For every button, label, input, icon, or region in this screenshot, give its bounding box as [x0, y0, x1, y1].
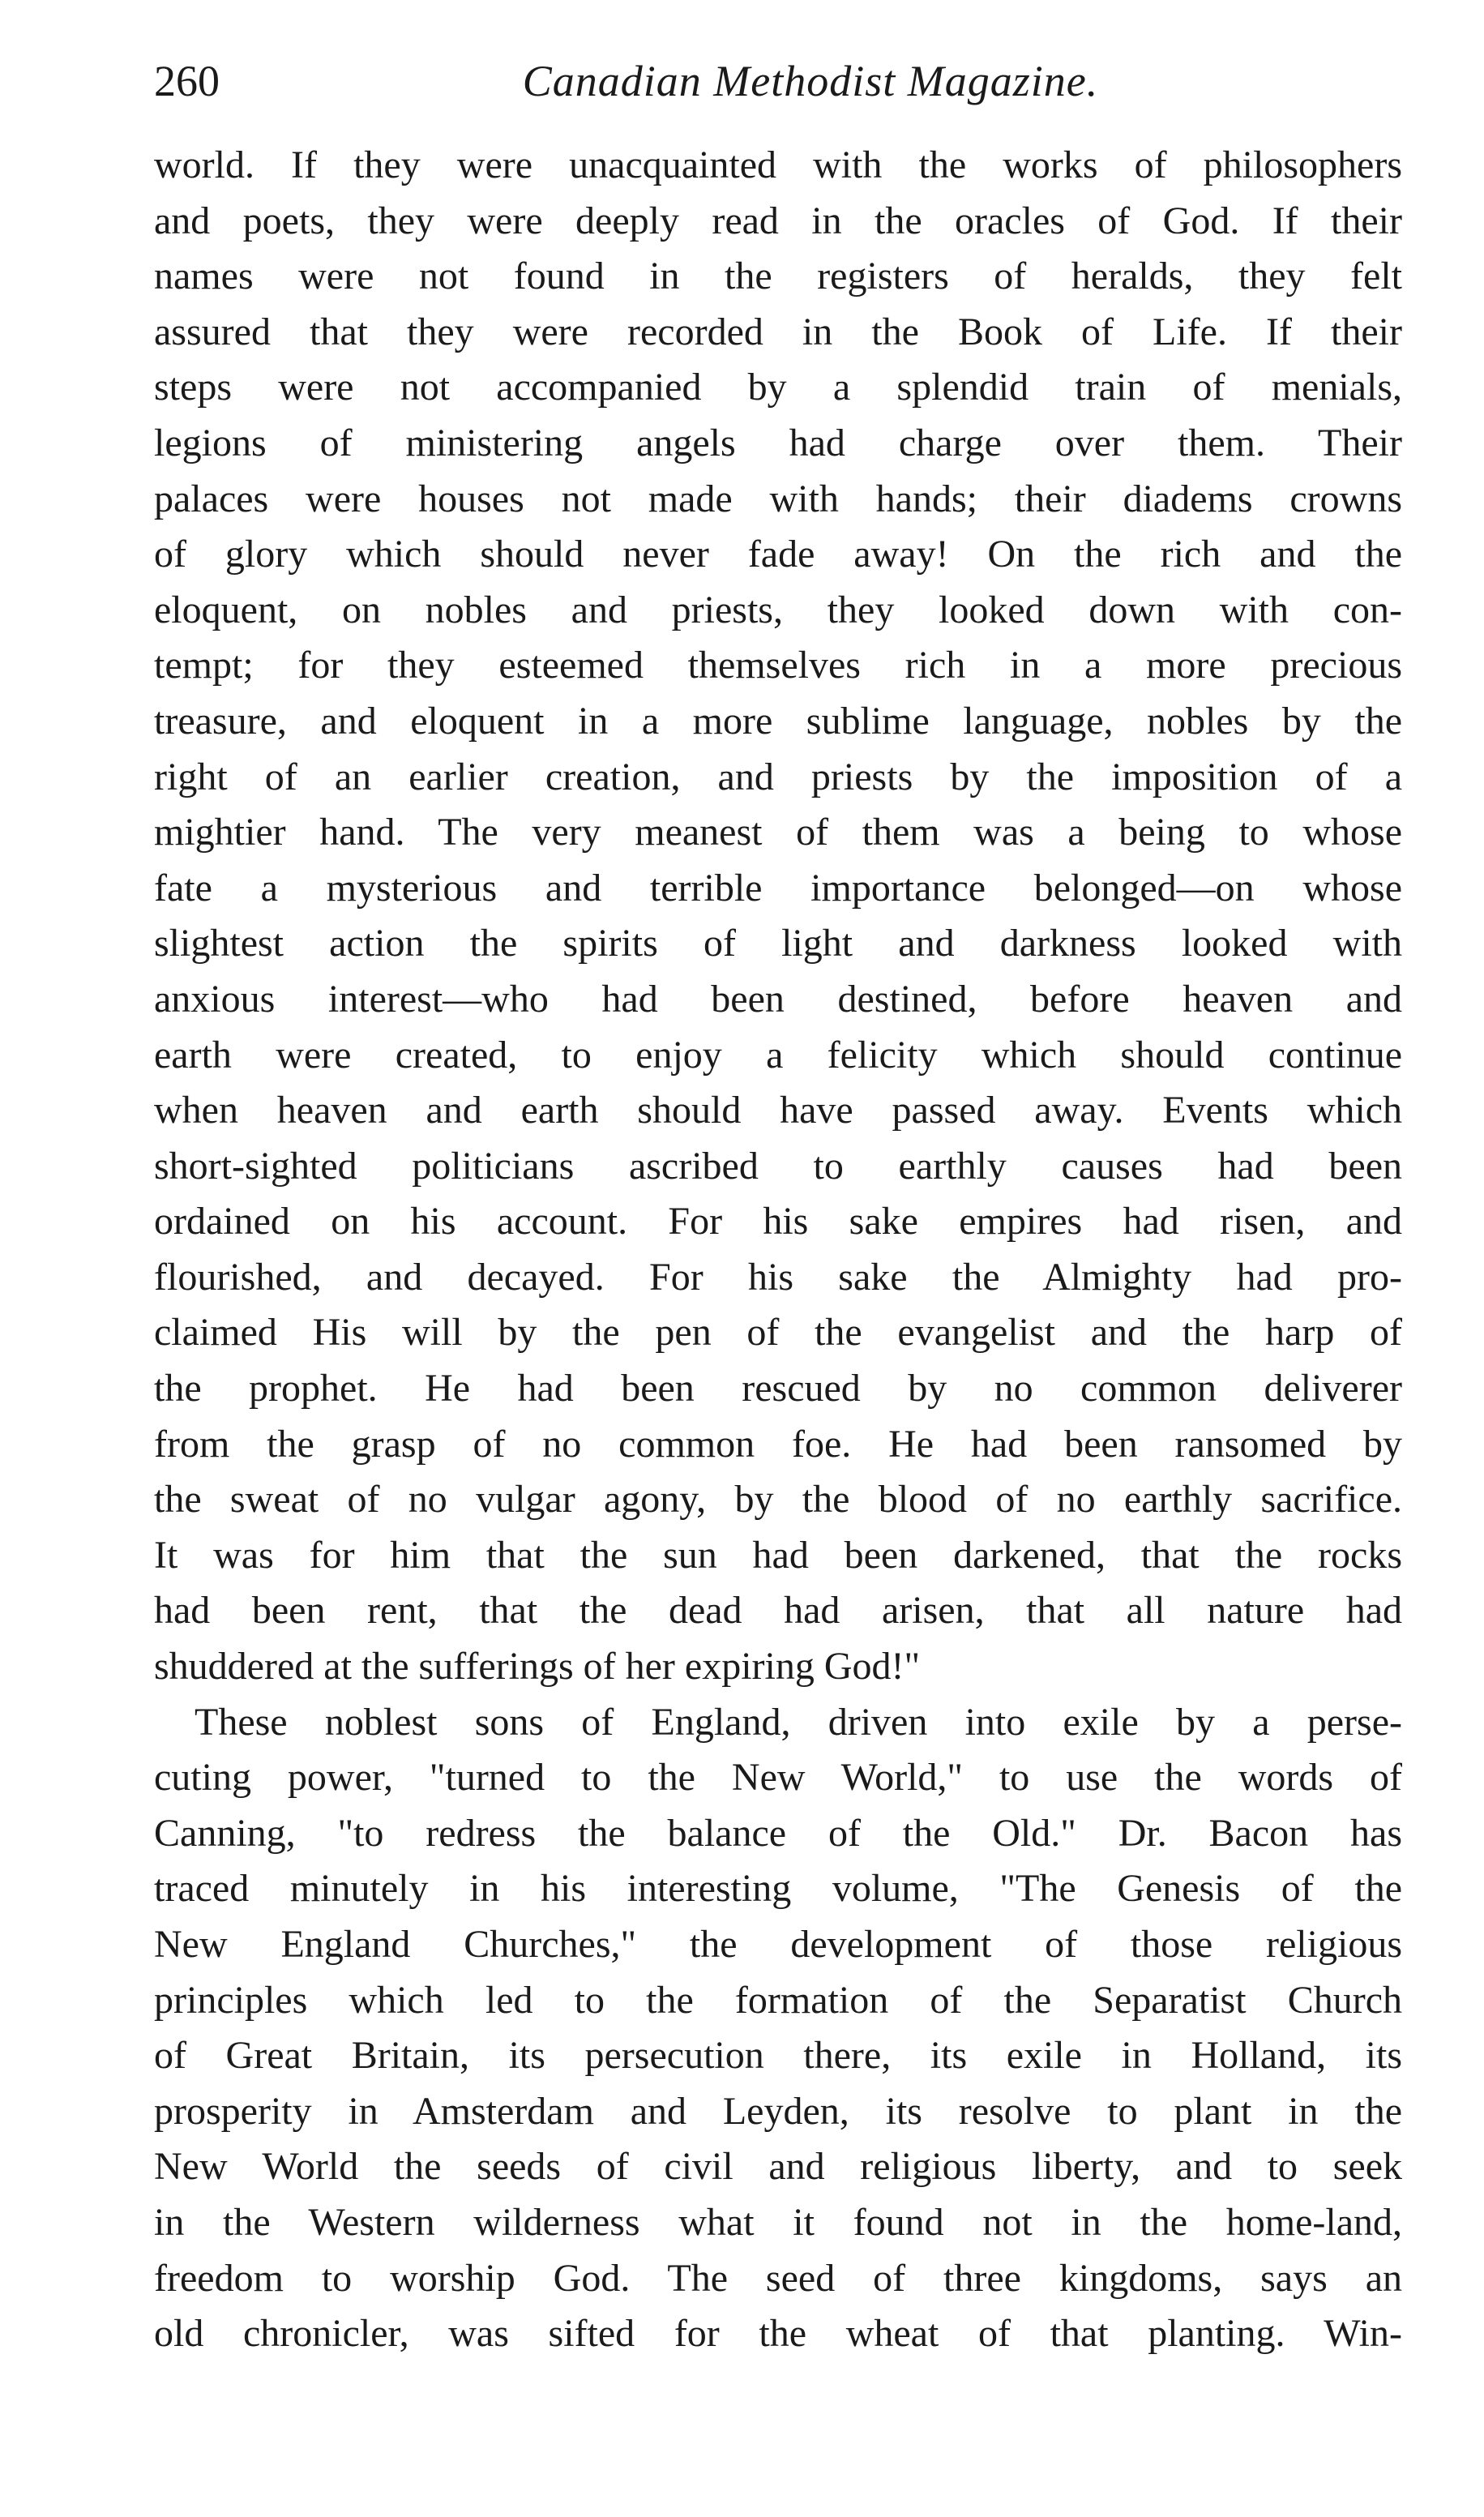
- text-line: shuddered at the sufferings of her expiring God!": [154, 1645, 921, 1689]
- text-line: from the grasp of no common foe. He had been ransomed by: [154, 1422, 1402, 1466]
- text-line: assured that they were recorded in the Book of Life. If their: [154, 310, 1402, 353]
- text-line: claimed His will by the pen of the evangelist and the harp of: [154, 1311, 1402, 1355]
- running-head: [154, 45, 1435, 118]
- text-line: fate a mysterious and terrible importance belonged—on whose: [154, 866, 1402, 910]
- text-line: eloquent, on nobles and priests, they looked down with con-: [154, 588, 1402, 631]
- text-line: when heaven and earth should have passed away. Events which: [154, 1089, 1402, 1132]
- text-line: of glory which should never fade away! On the rich and the: [154, 533, 1402, 576]
- text-line: flourished, and decayed. For his sake the Almighty had pro-: [154, 1255, 1402, 1299]
- text-line: steps were not accompanied by a splendid train of menials,: [154, 366, 1402, 409]
- text-line: in the Western wilderness what it found not in the home-land,: [154, 2200, 1402, 2244]
- text-line: mightier hand. The very meanest of them was a being to whose: [154, 811, 1402, 854]
- text-line: anxious interest—who had been destined, before heaven and: [154, 977, 1402, 1021]
- text-line: palaces were houses not made with hands; their diadems crowns: [154, 477, 1402, 520]
- text-line: right of an earlier creation, and priests by the imposition of a: [154, 755, 1402, 798]
- text-line: Canning, "to redress the balance of the Old." Dr. Bacon has: [154, 1811, 1402, 1855]
- text-line: prosperity in Amsterdam and Leyden, its resolve to plant in the: [154, 2089, 1402, 2133]
- text-line: New World the seeds of civil and religious liberty, and to seek: [154, 2145, 1402, 2189]
- text-line: New England Churches," the development of those religious: [154, 1923, 1402, 1966]
- text-line: slightest action the spirits of light and darkness looked with: [154, 922, 1402, 965]
- body-text: [154, 138, 1402, 2362]
- text-line: had been rent, that the dead had arisen, that all nature had: [154, 1589, 1402, 1633]
- text-line: the prophet. He had been rescued by no common deliverer: [154, 1367, 1402, 1410]
- text-line: ordained on his account. For his sake empires had risen, and: [154, 1200, 1402, 1244]
- text-line: names were not found in the registers of heralds, they felt: [154, 255, 1402, 298]
- text-line: the sweat of no vulgar agony, by the blood of no earthly sacrifice.: [154, 1478, 1402, 1522]
- paragraph-2: [154, 1695, 1402, 2362]
- page-number: 260: [154, 57, 220, 105]
- text-line: treasure, and eloquent in a more sublime language, nobles by the: [154, 699, 1402, 743]
- text-line: short-sighted politicians ascribed to earthly causes had been: [154, 1144, 1402, 1188]
- text-line: of Great Britain, its persecution there, its exile in Holland, its: [154, 2034, 1402, 2078]
- paragraph-1: [154, 138, 1402, 1695]
- text-line: traced minutely in his interesting volume, "The Genesis of the: [154, 1867, 1402, 1911]
- text-line: tempt; for they esteemed themselves rich in a more precious: [154, 644, 1402, 687]
- text-line: These noblest sons of England, driven into exile by a perse-: [195, 1700, 1402, 1744]
- text-line: earth were created, to enjoy a felicity which should continue: [154, 1033, 1402, 1077]
- text-line: principles which led to the formation of the Separatist Church: [154, 1978, 1402, 2022]
- journal-title: Canadian Methodist Magazine.: [522, 57, 1099, 105]
- text-line: world. If they were unacquainted with the works of philosophers: [154, 143, 1402, 186]
- text-line: freedom to worship God. The seed of three kingdoms, says an: [154, 2256, 1402, 2300]
- text-line: old chronicler, was sifted for the wheat of that planting. Win-: [154, 2312, 1402, 2356]
- text-line: and poets, they were deeply read in the oracles of God. If their: [154, 199, 1402, 242]
- text-line: It was for him that the sun had been darkened, that the rocks: [154, 1533, 1402, 1577]
- text-line: cuting power, "turned to the New World," to use the words of: [154, 1756, 1402, 1800]
- text-line: legions of ministering angels had charge over them. Their: [154, 421, 1402, 464]
